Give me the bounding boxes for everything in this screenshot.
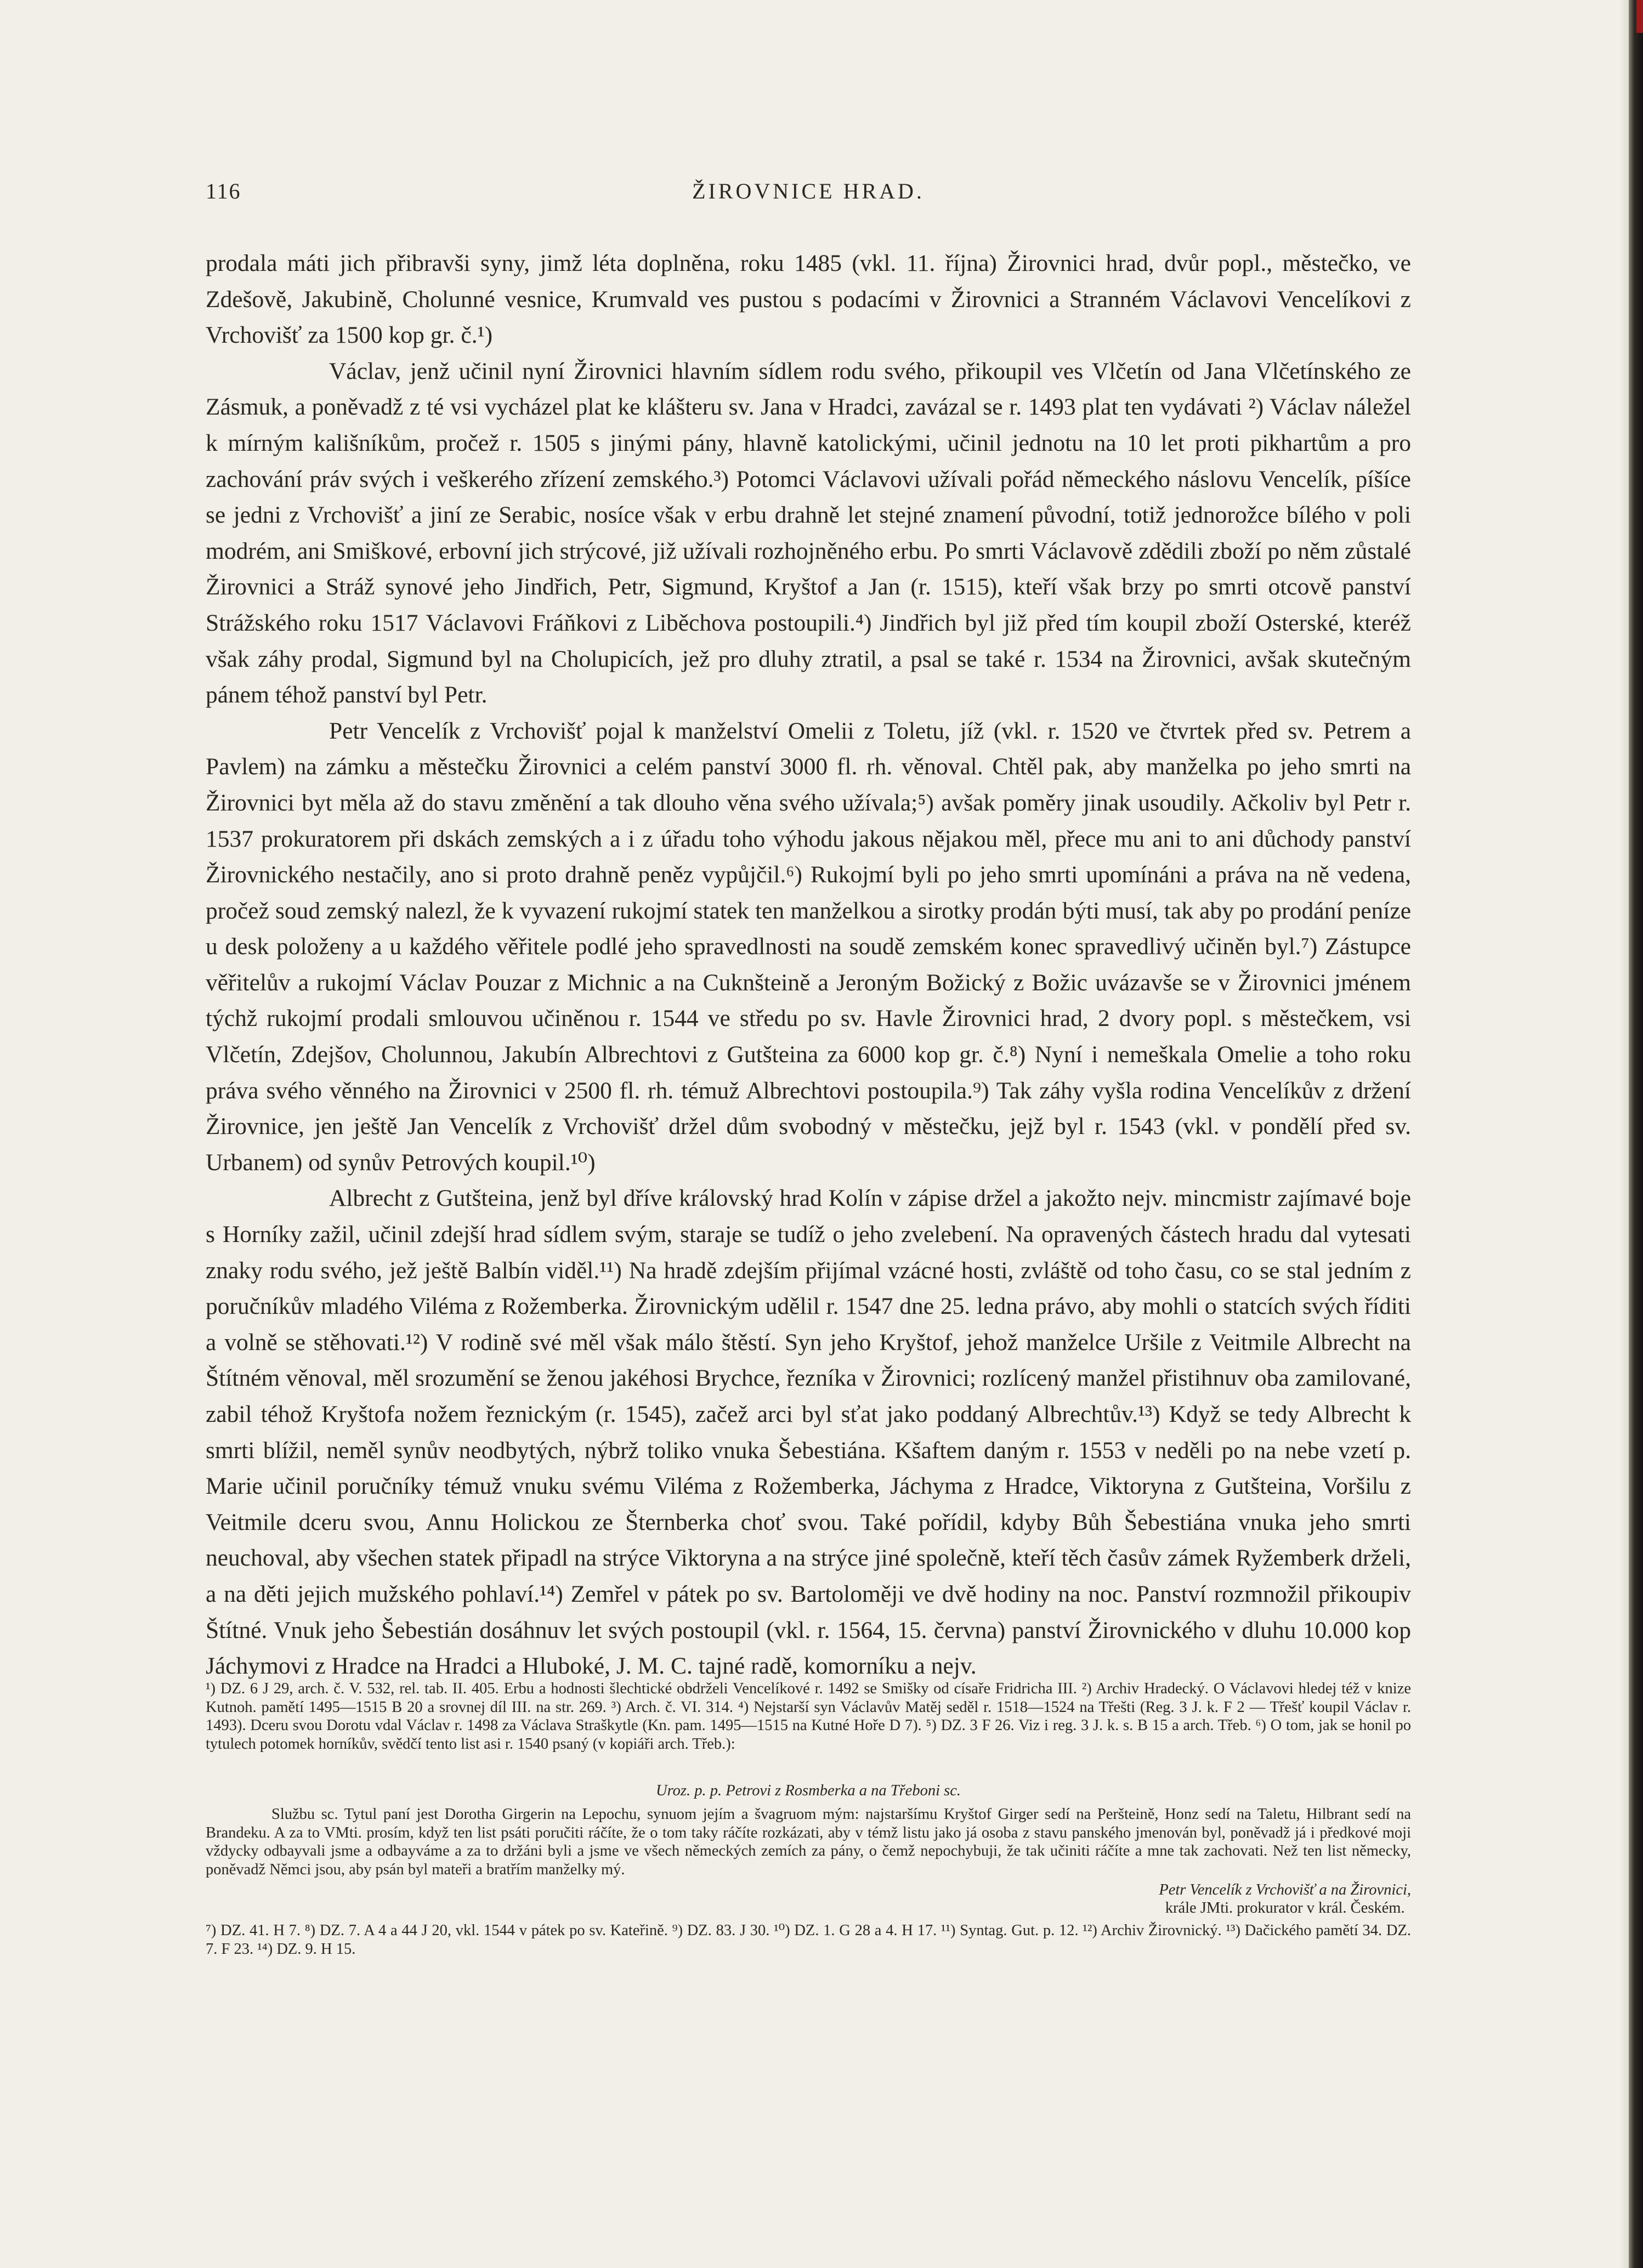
letter-text <box>206 1805 1411 1879</box>
footnotes-block: ⁷) DZ. 41. H 7. ⁸) DZ. 7. A 4 a 44 J 20, vkl. 1544 v pátek po sv. Kateřině. ⁹) DZ. 83. J 30. ¹⁰) DZ. 1. G 28 a 4. H 17. ¹¹) Syntag. Gut. p. 12. ¹²) Archiv Žirovnický. ¹³) Dačického pamětí 34. DZ. 7. F 23. ¹⁴) DZ. 9. H 15. <box>206 1922 1411 1958</box>
paragraph: Albrecht z Gutšteina, jenž byl dříve královský hrad Kolín v zápise držel a jakožto nejv. mincmistr zajímavé boje s Horníky zažil, učinil zdejší hrad sídlem svým, staraje se tudíž o jeho zvelebení. Na opravených částech hradu dal vytesati znaky rodu svého, jež ještě Balbín viděl.¹¹) Na hradě zdejším přijímal vzácné hosti, zvláště od toho času, co se stal jedním z poručníkův mladého Viléma z Rožemberka. Žirovnickým udělil r. 1547 dne 25. ledna právo, aby mohli o statcích svých říditi a volně se stěhovati.¹²) V rodině své měl však málo štěstí. Syn jeho Kryštof, jehož manželce Uršile z Veitmile Albrecht na Štítném věnoval, měl srozumění se ženou jakéhosi Brychce, řezníka v Žirovnici; rozlícený manžel přistihnuv oba zamilované, zabil téhož Kryštofa nožem řeznickým (r. 1545), začež arci byl sťat jako poddaný Albrechtův.¹³) Když se tedy Albrecht k smrti blížil, neměl synův neodbytých, nýbrž toliko vnuka Šebestiána. Kšaftem daným r. 1553 v neděli po na nebe vzetí p. Marie učinil poručníky témuž vnuku svému Viléma z Rožemberka, Jáchyma z Hradce, Viktoryna z Gutšteina, Voršilu z Veitmile dceru svou, Annu Holickou ze Šternberka choť svou. Také pořídil, kdyby Bůh Šebestiána vnuka jeho smrti neuchoval, aby všechen statek připadl na strýce Viktoryna a na strýce jiné společně, kteří těch časův zámek Ryžemberk drželi, a na děti jejich mužského pohlaví.¹⁴) Zemřel v pátek po sv. Bartoloměji ve dvě hodiny na noc. Panství rozmnožil přikoupiv Štítné. Vnuk jeho Šebestián dosáhnuv let svých postoupil (vkl. r. 1564, 15. června) panství Žirovnického v dluhu 10.000 kop Jáchymovi z Hradce na Hradci a Hluboké, J. M. C. tajné radě, komorníku a nejv. <box>206 1185 1411 1680</box>
paragraph: Petr Vencelík z Vrchovišť pojal k manželství Omelii z Toletu, jíž (vkl. r. 1520 ve čtvrtek před sv. Petrem a Pavlem) na zámku a městečku Žirovnici a celém panství 3000 fl. rh. věnoval. Chtěl pak, aby manželka po jeho smrti na Žirovnici byt měla až do stavu změnění a tak dlouho věna svého užívala;⁵) avšak poměry jinak usoudily. Ačkoliv byl Petr r. 1537 prokuratorem při dskách zemských a i z úřadu toho výhodu jakous nějakou měl, přece mu ani to ani důchody panství Žirovnického nestačily, ano si proto drahně peněz vypůjčil.⁶) Rukojmí byli po jeho smrti upomínáni a práva na ně vedena, pročež soud zemský nalezl, že k vyvazení rukojmí statek ten manželkou a sirotky prodán býti musí, tak aby po prodání peníze u desk položeny a u každého věřitele podlé jeho spravedlnosti na soudě zemském konec spravedlivý učiněn byl.⁷) Zástupce věřitelův a rukojmí Václav Pouzar z Michnic a na Cuknšteině a Jeroným Božický z Božic uvázavše se v Žirovnici jménem týchž rukojmí prodali smlouvou učiněnou r. 1544 ve středu po sv. Havle Žirovnici hrad, 2 dvory popl. s městečkem, vsi Vlčetín, Zdejšov, Cholunnou, Jakubín Albrechtovi z Gutšteina za 6000 kop gr. č.⁸) Nyní i nemeškala Omelie a toho roku práva svého věnného na Žirovnici v 2500 fl. rh. témuž Albrechtovi postoupila.⁹) Tak záhy vyšla rodina Vencelíkův z držení Žirovnice, jen ještě Jan Vencelík z Vrchovišť držel dům svobodný v městečku, jejž byl r. 1543 (vkl. v pondělí před sv. Urbanem) od synův Petrových koupil.¹⁰) <box>206 717 1411 1176</box>
main-text <box>206 246 1411 1685</box>
page-number: 116 <box>206 179 241 203</box>
letter-body: Službu sc. Tytul paní jest Dorotha Girgerin na Lepochu, synuom jejím a švagruom mým: najstaršímu Kryštof Girger sedí na Peršteině, Honz sedí na Taletu, Hilbrant sedí na Brandeku. A za to VMti. prosím, když ten list psáti poručiti ráčíte, že o tom taky ráčíte rozkázati, aby v témž listu jako já osoba z stavu panského jmenován byl, poněvadž já i předkové moji vždycky odbayvali jsme a odbayváme a za to držáni byli a jsme ve všech německých zemích za pány, o čemž nepochybuji, že tak učiniti ráčíte a mne tak zachovati. Než ten list německy, poněvadž Němci jsou, aby psán byl mateři a bratřím manželky mý. <box>206 1806 1411 1878</box>
signature-title: krále JMti. prokurator v král. Českém. <box>1165 1900 1405 1917</box>
page-header <box>206 178 1411 217</box>
letter-signature <box>1159 1881 1411 1917</box>
footnotes-block: ¹) DZ. 6 J 29, arch. č. V. 532, rel. tab. II. 405. Erbu a hodnosti šlechtické obdrželi Vencelíkové r. 1492 se Smišky od císaře Fridricha III. ²) Archiv Hradecký. O Václavovi hledej též v knize Kutnoh. pamětí 1495—1515 B 20 a srovnej díl III. na str. 269. ³) Arch. č. VI. 314. ⁴) Nejstarší syn Václavův Matěj seděl r. 1518—1524 na Třešti (Reg. 3 J. k. F 2 — Třešť koupil Václav r. 1493). Dceru svou Dorotu vdal Václav r. 1498 za Václava Straškytle (Kn. pam. 1495—1515 na Kutné Hoře D 7). ⁵) DZ. 3 F 26. Viz i reg. 3 J. k. s. B 15 a arch. Třeb. ⁶) O tom, jak se honil po tytulech potomek horníkův, svědčí tento list asi r. 1540 psaný (v kopiáři arch. Třeb.): <box>206 1680 1411 1753</box>
spine-ribbon <box>1636 0 1643 33</box>
signature-name: Petr Vencelík z Vrchovišť a na Žirovnici, <box>1159 1881 1411 1898</box>
page-edge <box>1619 0 1629 2268</box>
book-spine <box>1629 0 1643 2268</box>
paragraph: Václav, jenž učinil nyní Žirovnici hlavním sídlem rodu svého, přikoupil ves Vlčetín od Jana Vlčetínského ze Zásmuk, a poněvadž z té vsi vycházel plat ke klášteru sv. Jana v Hradci, zavázal se r. 1493 plat ten vydávati ²) Václav náležel k mírným kališníkům, pročež r. 1505 s jinými pány, hlavně katolickými, učinil jednotu na 10 let proti pikhartům a pro zachování práv svých i veškerého zřízení zemského.³) Potomci Václavovi užívali pořád německého náslovu Vencelík, píšíce se jedni z Vrchovišť a jiní ze Serabic, nosíce však v erbu drahně let stejné znamení původní, totiž jednorožce bílého v poli modrém, ani Smiškové, erbovní jich strýcové, již užívali rozhojněného erbu. Po smrti Václavově zdědili zboží po něm zůstalé Žirovnici a Stráž synové jeho Jindřich, Petr, Sigmund, Kryštof a Jan (r. 1515), kteří však brzy po smrti otcově panství Strážského roku 1517 Václavovi Fráňkovi z Liběchova postoupili.⁴) Jindřich byl již před tím koupil zboží Osterské, kteréž však záhy prodal, Sigmund byl na Cholupicích, jež pro dluhy ztratil, a psal se také r. 1534 na Žirovnici, avšak skutečným pánem téhož panství byl Petr. <box>206 358 1411 708</box>
paragraph: prodala máti jich přibravši syny, jimž léta doplněna, roku 1485 (vkl. 11. října) Žirovnici hrad, dvůr popl., městečko, ve Zdešově, Jakubině, Cholunné vesnice, Krumvald ves pustou s podacími v Žirovnici a Stranném Václavovi Vencelíkovi z Vrchovišť za 1500 kop gr. č.¹) <box>206 250 1411 349</box>
letter-title: Uroz. p. p. Petrovi z Rosmberka a na Třeboni sc. <box>656 1782 961 1799</box>
running-title: ŽIROVNICE HRAD. <box>692 179 925 203</box>
